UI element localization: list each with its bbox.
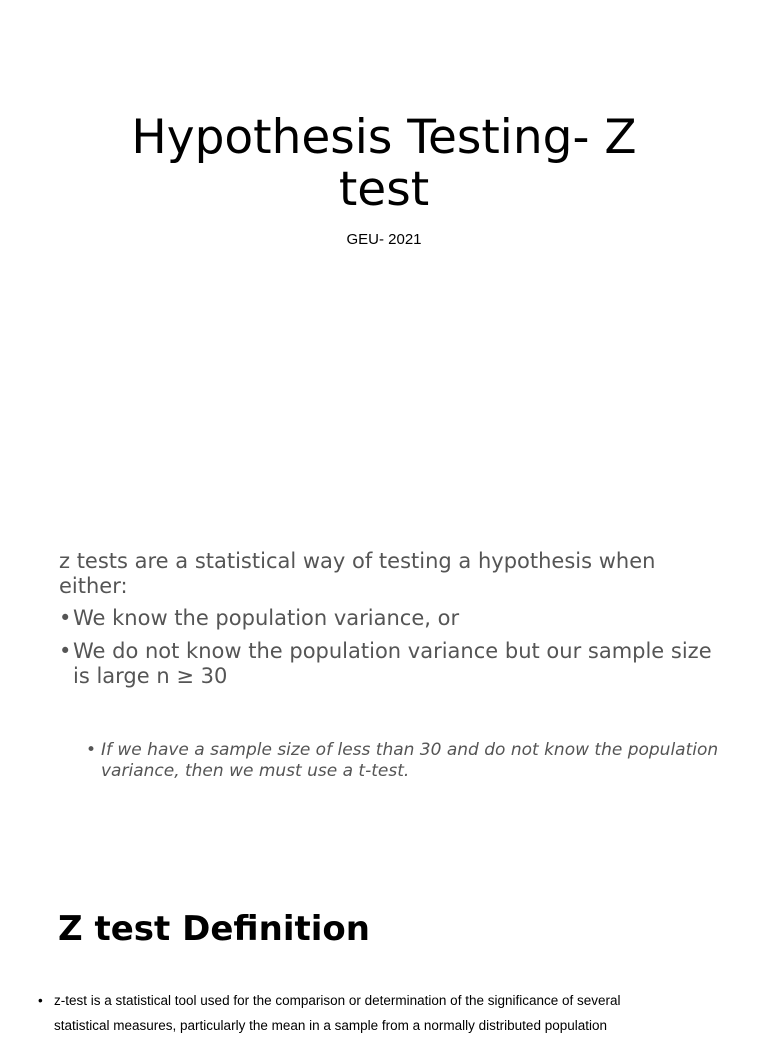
note-text: If we have a sample size of less than 30 and do not know the population variance, then we must use a t-test. (101, 740, 719, 781)
z-test-conditions-slide (0, 540, 768, 800)
bullet-icon: • (86, 740, 97, 760)
list-item (59, 606, 719, 631)
definition-text: z-test is a statistical tool used for the comparison or determination of the significance of several (54, 993, 621, 1008)
slide-subtitle: GEU- 2021 (346, 231, 422, 248)
list-item-text: We do not know the population variance but our sample size is large n ≥ 30 (73, 639, 712, 688)
definition-slide (0, 890, 768, 1033)
title-slide (0, 0, 768, 300)
definition-bullet (38, 990, 754, 1033)
bullet-icon: • (59, 639, 72, 663)
bullet-icon: • (59, 606, 72, 630)
definition-heading: Z test Definition (58, 909, 370, 949)
intro-text: z tests are a statistical way of testing a hypothesis when either: (59, 549, 656, 598)
t-test-note (86, 740, 741, 782)
condition-list (59, 606, 719, 697)
list-item (59, 639, 719, 689)
slide-title: Hypothesis Testing- Z test (131, 110, 637, 217)
definition-text-continued: statistical measures, particularly the mean in a sample from a normally distributed population (54, 1018, 608, 1033)
list-item-text: We know the population variance, or (73, 606, 460, 630)
definition-text-cut-off (54, 1012, 754, 1033)
bullet-icon: • (38, 993, 43, 1008)
